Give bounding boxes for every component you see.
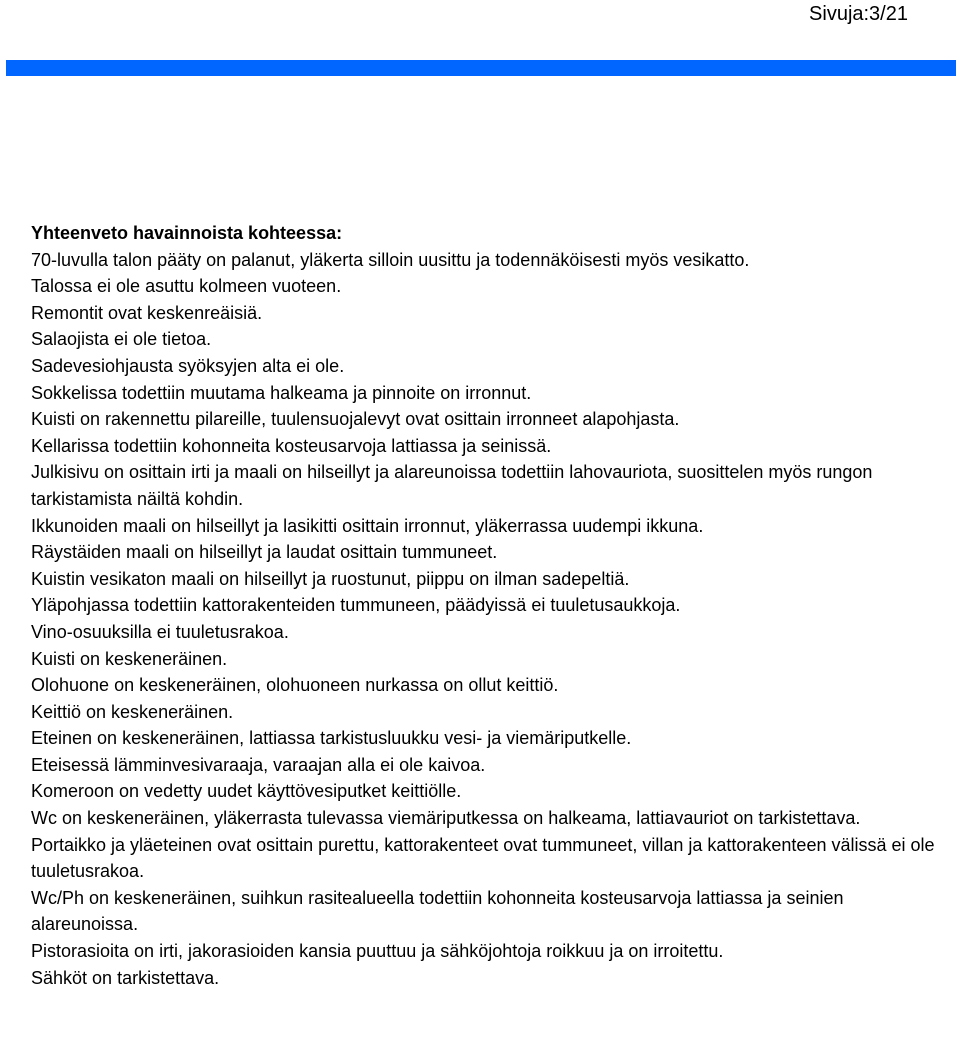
summary-line: Räystäiden maali on hilseillyt ja laudat osittain tummuneet. <box>31 542 498 563</box>
summary-lines <box>31 247 941 992</box>
summary-line: 70-luvulla talon pääty on palanut, yläkerta silloin uusittu ja todennäköisesti myös vesikatto. <box>31 249 750 270</box>
summary-line: Eteisessä lämminvesivaraaja, varaajan alla ei ole kaivoa. <box>31 754 486 775</box>
summary-line: Julkisivu on osittain irti ja maali on hilseillyt ja alareunoissa todettiin lahovauriota, suosittelen myös rungon tarkistamista näiltä kohdin. <box>31 462 873 509</box>
summary-line: Sadevesiohjausta syöksyjen alta ei ole. <box>31 355 345 376</box>
summary-line: Kuistin vesikaton maali on hilseillyt ja ruostunut, piippu on ilman sadepeltiä. <box>31 568 630 589</box>
summary-line: Wc/Ph on keskeneräinen, suihkun rasitealueella todettiin kohonneita kosteusarvoja lattiassa ja seinien alareunoissa. <box>31 887 844 935</box>
summary-line: Vino-osuuksilla ei tuuletusrakoa. <box>31 621 289 642</box>
summary-line: Sähköt on tarkistettava. <box>31 967 220 988</box>
summary-line: Wc on keskeneräinen, yläkerrasta tulevassa viemäriputkessa on halkeama, lattiavauriot on tarkistettava. <box>31 808 861 829</box>
summary-line: Yläpohjassa todettiin kattorakenteiden tummuneen, päädyissä ei tuuletusaukkoja. <box>31 595 681 616</box>
header-bar <box>6 60 956 76</box>
page-number: Sivuja:3/21 <box>809 3 908 25</box>
summary-line: Talossa ei ole asuttu kolmeen vuoteen. <box>31 276 342 297</box>
summary-line: Olohuone on keskeneräinen, olohuoneen nurkassa on ollut keittiö. <box>31 675 559 696</box>
summary-line: Ikkunoiden maali on hilseillyt ja lasikitti osittain irronnut, yläkerrassa uudempi ikkuna. <box>31 515 704 536</box>
summary-line: Remontit ovat keskenreäisiä. <box>31 302 263 323</box>
summary-line: Portaikko ja yläeteinen ovat osittain purettu, kattorakenteet ovat tummuneet, villan ja kattorakenteen välissä ei ole tuuletusrakoa. <box>31 834 935 882</box>
summary-line: Pistorasioita on irti, jakorasioiden kansia puuttuu ja sähköjohtoja roikkuu ja on irroitettu. <box>31 941 724 962</box>
summary-line: Salaojista ei ole tietoa. <box>31 329 212 350</box>
summary-title: Yhteenveto havainnoista kohteessa: <box>31 223 343 243</box>
summary-line: Komeroon on vedetty uudet käyttövesiputket keittiölle. <box>31 781 462 802</box>
summary-line: Kuisti on rakennettu pilareille, tuulensuojalevyt ovat osittain irronneet alapohjasta. <box>31 409 680 430</box>
summary-line: Eteinen on keskeneräinen, lattiassa tarkistusluukku vesi- ja viemäriputkelle. <box>31 728 632 749</box>
summary-line: Keittiö on keskeneräinen. <box>31 701 234 722</box>
summary-line: Sokkelissa todettiin muutama halkeama ja pinnoite on irronnut. <box>31 382 532 403</box>
summary-line: Kellarissa todettiin kohonneita kosteusarvoja lattiassa ja seinissä. <box>31 435 552 456</box>
summary-line: Kuisti on keskeneräinen. <box>31 648 228 669</box>
summary-section <box>31 220 941 991</box>
